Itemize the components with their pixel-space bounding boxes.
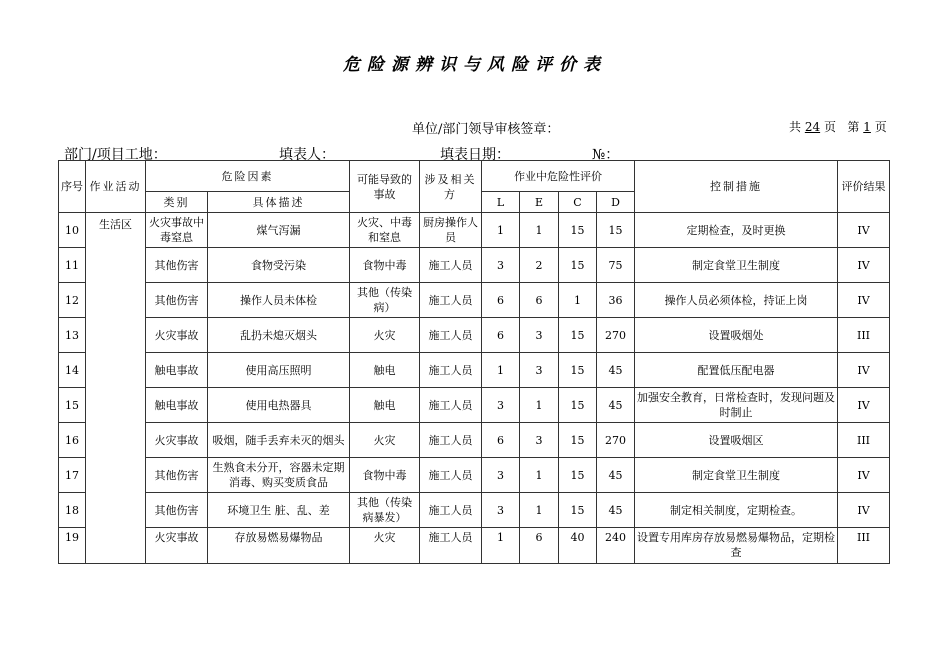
cell-result: III [838,423,890,458]
header-risk-eval: 作业中危险性评价 [482,161,635,192]
cell-category: 火灾事故 [146,528,208,564]
cell-l: 6 [482,283,520,318]
cell-e: 1 [520,493,559,528]
cell-parties: 施工人员 [420,423,482,458]
table-row [59,388,890,423]
cell-d: 270 [597,318,635,353]
cell-l: 1 [482,353,520,388]
cell-accident: 其他（传染病） [350,283,420,318]
cell-l: 3 [482,248,520,283]
cell-category: 火灾事故 [146,423,208,458]
cell-c: 1 [559,283,597,318]
cell-result: III [838,318,890,353]
cell-activity: 生活区 [86,213,146,564]
cell-category: 火灾事故中毒窒息 [146,213,208,248]
cell-seq: 15 [59,388,86,423]
header-control: 控制措施 [635,161,838,213]
cell-accident: 其他（传染病暴发） [350,493,420,528]
page-title: 危险源辨识与风险评价表 [343,55,607,75]
total-pages: 24 [804,120,821,134]
cell-seq: 14 [59,353,86,388]
cell-e: 1 [520,388,559,423]
cell-l: 6 [482,318,520,353]
cell-category: 触电事故 [146,388,208,423]
header-e: E [520,192,559,213]
cell-accident: 食物中毒 [350,458,420,493]
cell-seq: 11 [59,248,86,283]
cell-l: 3 [482,388,520,423]
current-page: 1 [863,120,871,134]
table-row [59,423,890,458]
header-category: 类别 [146,192,208,213]
cell-parties: 施工人员 [420,493,482,528]
cell-accident: 火灾 [350,528,420,564]
cell-parties: 施工人员 [420,248,482,283]
cell-e: 1 [520,213,559,248]
cell-description: 使用高压照明 [208,353,350,388]
cell-result: IV [838,248,890,283]
cell-category: 其他伤害 [146,283,208,318]
cell-parties: 施工人员 [420,388,482,423]
cell-result: III [838,528,890,564]
cell-result: IV [838,388,890,423]
cell-e: 3 [520,318,559,353]
cell-c: 40 [559,528,597,564]
cell-control: 制定相关制度，定期检查。 [635,493,838,528]
cell-seq: 10 [59,213,86,248]
cell-e: 2 [520,248,559,283]
cell-parties: 施工人员 [420,458,482,493]
cell-result: IV [838,283,890,318]
cell-c: 15 [559,353,597,388]
cell-l: 3 [482,493,520,528]
cell-parties: 厨房操作人员 [420,213,482,248]
table-row [59,248,890,283]
cell-l: 1 [482,213,520,248]
cell-control: 制定食堂卫生制度 [635,458,838,493]
cell-d: 45 [597,353,635,388]
cell-parties: 施工人员 [420,283,482,318]
cell-accident: 食物中毒 [350,248,420,283]
cell-result: IV [838,353,890,388]
cell-parties: 施工人员 [420,318,482,353]
header-d: D [597,192,635,213]
table-row [59,318,890,353]
cell-seq: 17 [59,458,86,493]
header-result: 评价结果 [838,161,890,213]
current-suffix: 页 [874,120,887,134]
cell-control: 加强安全教育，日常检查时，发现问题及时制止 [635,388,838,423]
cell-e: 1 [520,458,559,493]
header-description: 具体描述 [208,192,350,213]
page-info [789,118,887,135]
cell-c: 15 [559,458,597,493]
cell-accident: 火灾 [350,423,420,458]
header-activity: 作业活动 [86,161,146,213]
date-label: 填表日期： [440,147,510,163]
cell-control: 制定食堂卫生制度 [635,248,838,283]
cell-d: 45 [597,458,635,493]
cell-c: 15 [559,493,597,528]
cell-description: 乱扔未熄灭烟头 [208,318,350,353]
cell-control: 设置吸烟区 [635,423,838,458]
cell-description: 食物受污染 [208,248,350,283]
cell-result: IV [838,213,890,248]
table-row [59,458,890,493]
number-label: №： [592,147,620,163]
cell-category: 其他伤害 [146,248,208,283]
cell-description: 使用电热器具 [208,388,350,423]
cell-description: 环境卫生 脏、乱、差 [208,493,350,528]
cell-parties: 施工人员 [420,353,482,388]
cell-seq: 19 [59,528,86,564]
cell-result: IV [838,458,890,493]
total-prefix: 共 [789,120,802,134]
cell-d: 36 [597,283,635,318]
cell-accident: 火灾、中毒和窒息 [350,213,420,248]
cell-d: 45 [597,388,635,423]
cell-l: 6 [482,423,520,458]
cell-c: 15 [559,388,597,423]
table-row [59,528,890,564]
hazard-table [58,160,890,564]
current-prefix: 第 [847,120,860,134]
header-c: C [559,192,597,213]
cell-c: 15 [559,213,597,248]
header-l: L [482,192,520,213]
cell-e: 6 [520,283,559,318]
cell-control: 操作人员必须体检，持证上岗 [635,283,838,318]
header-seq: 序号 [59,161,86,213]
cell-description: 操作人员未体检 [208,283,350,318]
cell-category: 火灾事故 [146,318,208,353]
cell-l: 3 [482,458,520,493]
header-accident: 可能导致的事故 [350,161,420,213]
cell-d: 240 [597,528,635,564]
dept-sign-label: 单位/部门领导审核签章： [412,122,560,137]
cell-result: IV [838,493,890,528]
header-hazard-factor: 危险因素 [146,161,350,192]
cell-control: 设置吸烟处 [635,318,838,353]
cell-d: 45 [597,493,635,528]
cell-d: 270 [597,423,635,458]
cell-description: 生熟食未分开，容器未定期消毒、购买变质食品 [208,458,350,493]
table-row [59,213,890,248]
cell-accident: 火灾 [350,318,420,353]
cell-c: 15 [559,248,597,283]
cell-description: 煤气泻漏 [208,213,350,248]
cell-d: 75 [597,248,635,283]
cell-category: 其他伤害 [146,493,208,528]
cell-e: 6 [520,528,559,564]
table-row [59,353,890,388]
cell-seq: 18 [59,493,86,528]
cell-category: 其他伤害 [146,458,208,493]
cell-parties: 施工人员 [420,528,482,564]
cell-accident: 触电 [350,353,420,388]
cell-e: 3 [520,353,559,388]
cell-d: 15 [597,213,635,248]
cell-seq: 16 [59,423,86,458]
table-row [59,493,890,528]
cell-category: 触电事故 [146,353,208,388]
cell-control: 配置低压配电器 [635,353,838,388]
cell-c: 15 [559,318,597,353]
cell-seq: 13 [59,318,86,353]
cell-control: 设置专用库房存放易燃易爆物品，定期检查 [635,528,838,564]
cell-description: 吸烟，随手丢弃未灭的烟头 [208,423,350,458]
table-row [59,283,890,318]
cell-control: 定期检查，及时更换 [635,213,838,248]
cell-accident: 触电 [350,388,420,423]
header-parties: 涉及相关方 [420,161,482,213]
page-suffix: 页 [823,120,836,134]
project-label: 部门/项目工地： [64,147,167,163]
cell-l: 1 [482,528,520,564]
filler-label: 填表人： [279,147,335,163]
cell-seq: 12 [59,283,86,318]
cell-c: 15 [559,423,597,458]
cell-e: 3 [520,423,559,458]
cell-description: 存放易燃易爆物品 [208,528,350,564]
